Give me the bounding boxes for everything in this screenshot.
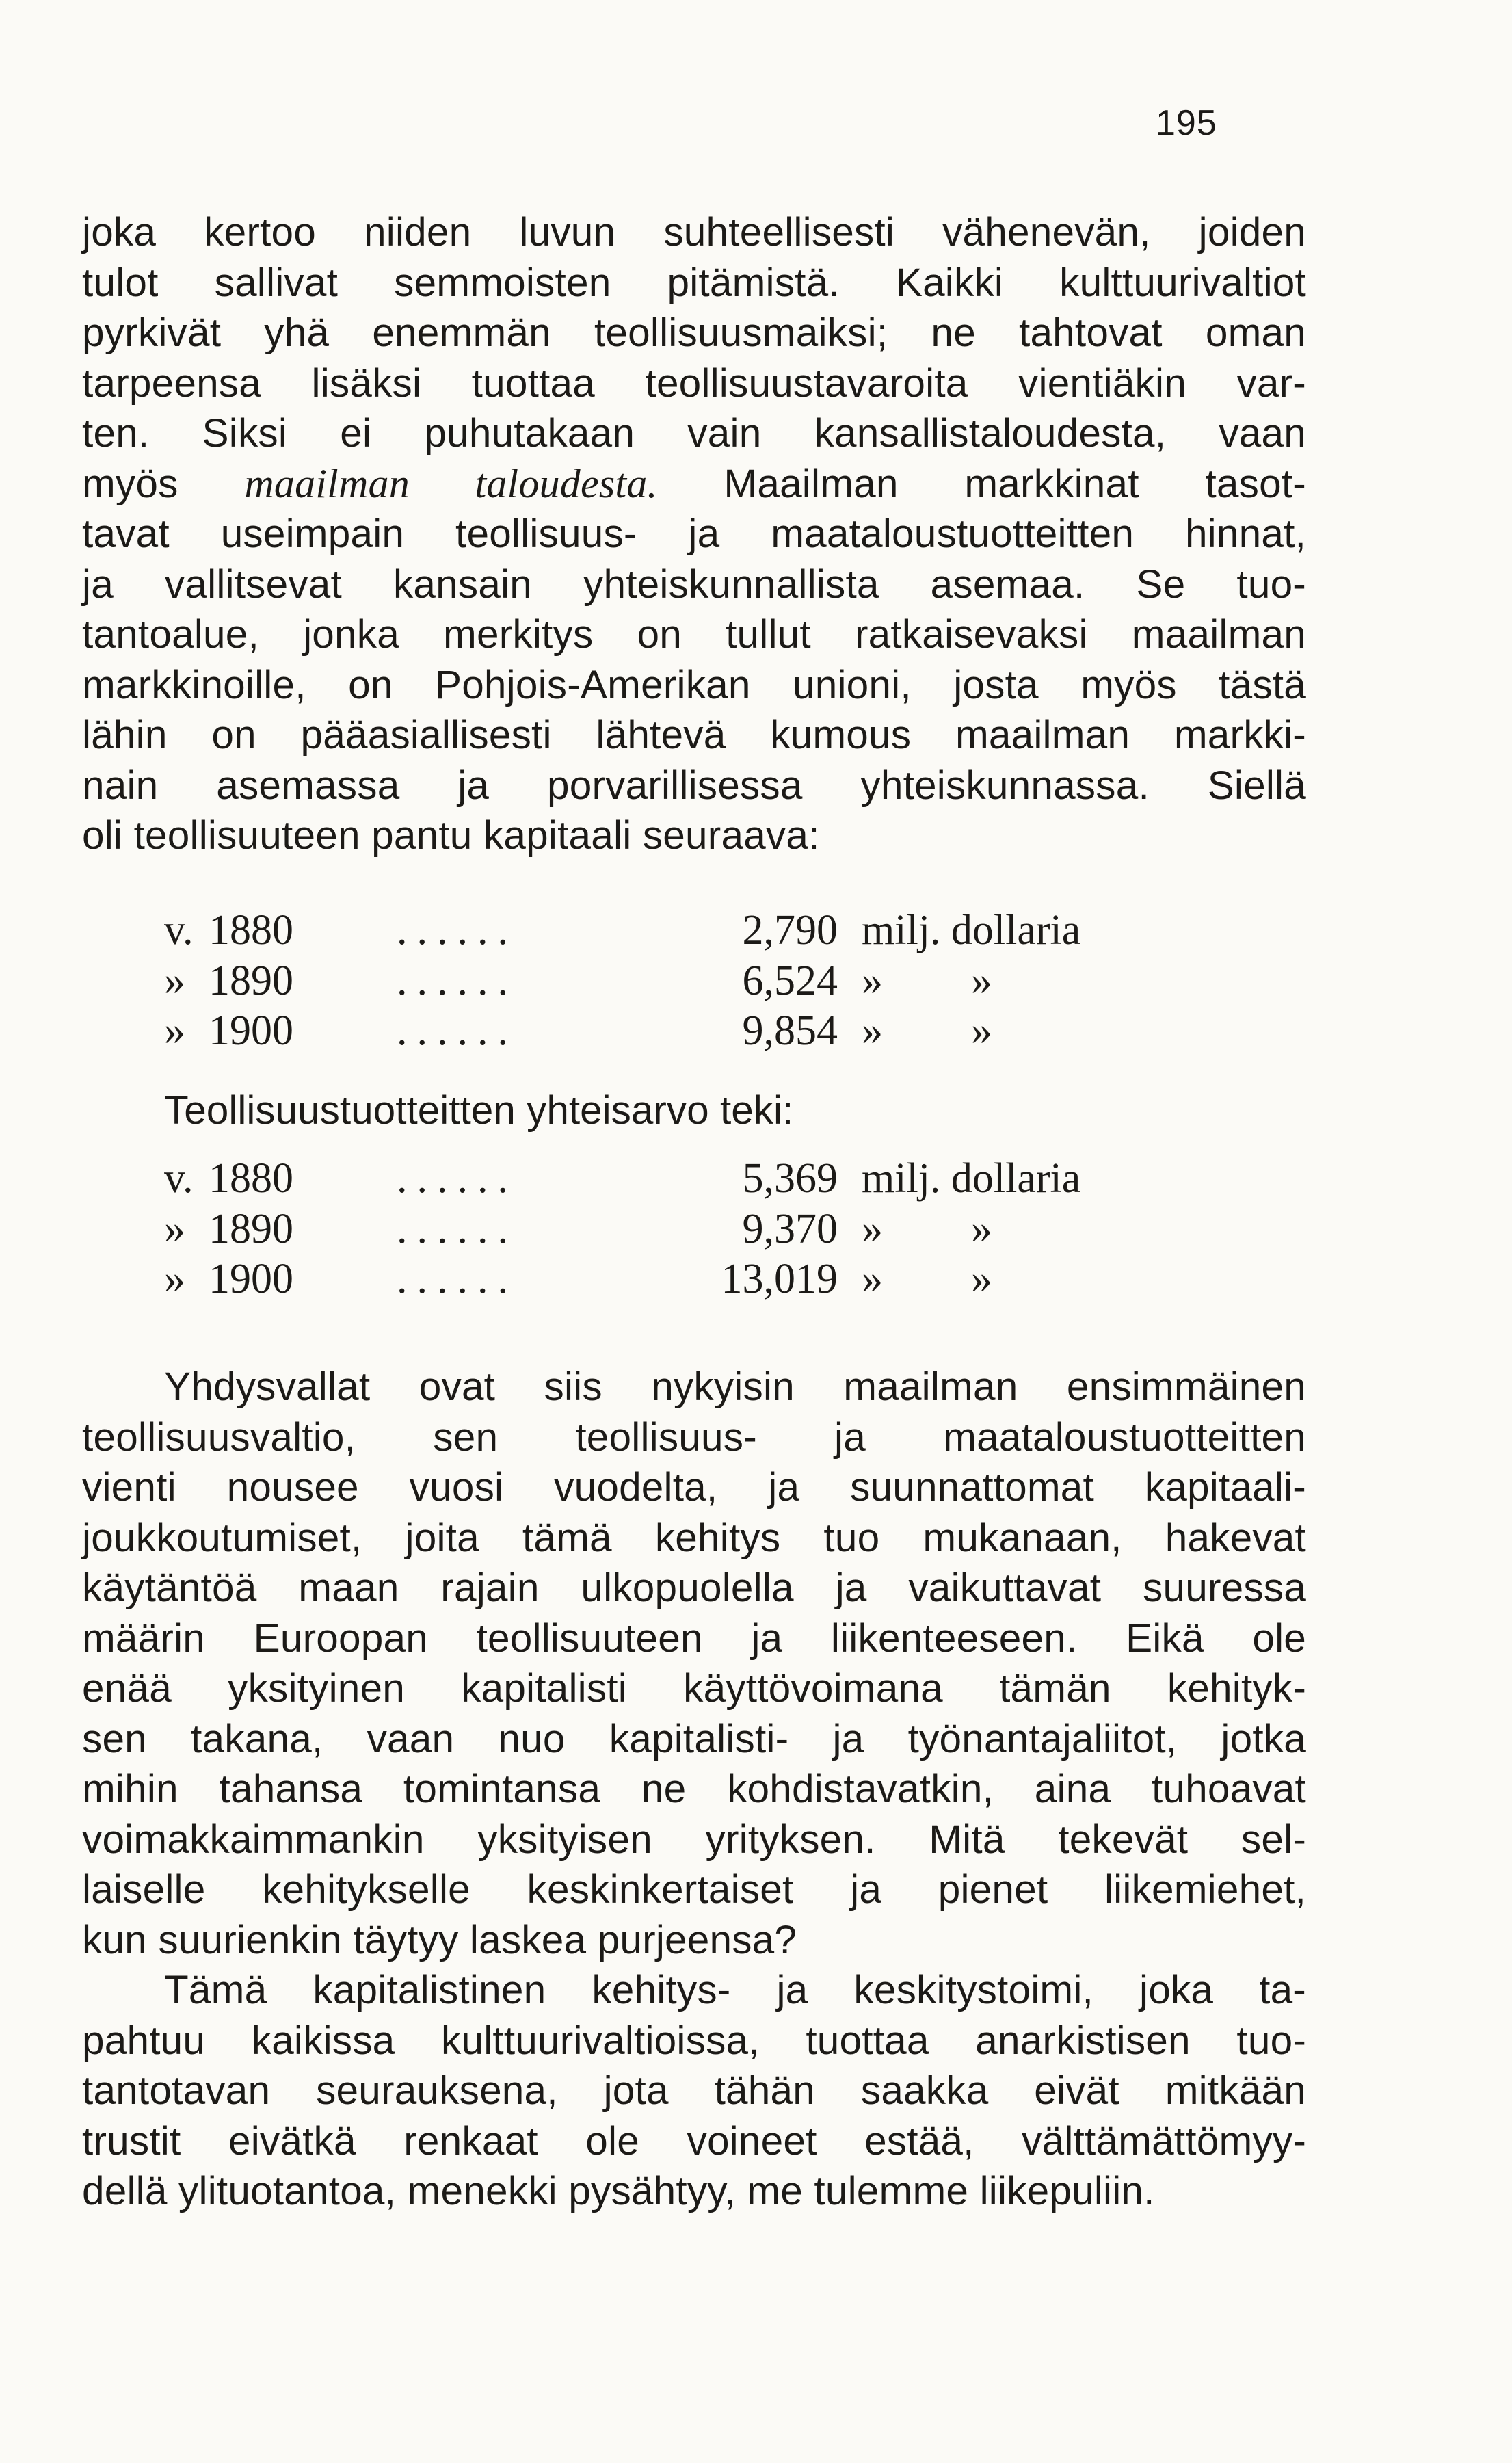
- paragraph-2: [82, 1362, 1306, 1965]
- row-prefix: v.: [164, 1155, 194, 1202]
- text-line: oli teollisuuteen pantu kapitaali seuraava:: [82, 813, 820, 858]
- text-line: ja vallitsevat kansain yhteiskunnallista asemaa. Se tuo-: [82, 562, 1306, 607]
- text-line: dellä ylituotantoa, menekki pysähtyy, me tulemme liikepuliin.: [82, 2169, 1155, 2213]
- emphasized-phrase: maailman taloudesta.: [244, 460, 658, 506]
- paragraph-3: [82, 1965, 1306, 2217]
- row-value: 5,369: [742, 1155, 838, 1202]
- text-line: voimakkaimmankin yksityisen yrityksen. Mitä tekevät sel-: [82, 1817, 1306, 1862]
- page-number: 195: [1156, 103, 1217, 143]
- row-prefix: »: [164, 1256, 185, 1302]
- row-value: 13,019: [721, 1256, 838, 1302]
- row-unit: »: [862, 1205, 883, 1252]
- row-unit: milj. dollaria: [862, 1155, 1081, 1202]
- row-year: 1900: [209, 1256, 293, 1302]
- row-prefix: »: [164, 1205, 185, 1252]
- text-line: lähin on pääasiallisesti lähtevä kumous maailman markki-: [82, 713, 1306, 757]
- text-line: mihin tahansa tomintansa ne kohdistavatkin, aina tuhoavat: [82, 1767, 1306, 1811]
- table-heading: Teollisuustuotteitten yhteisarvo teki:: [164, 1088, 794, 1133]
- row-year: 1900: [209, 1007, 293, 1054]
- text-line: nain asemassa ja porvarillisessa yhteiskunnassa. Siellä: [82, 763, 1306, 808]
- text-line: tulot sallivat semmoisten pitämistä. Kaikki kulttuurivaltiot: [82, 260, 1306, 305]
- row-leader-dots: ......: [397, 1256, 518, 1302]
- text-line-with-emphasis: [82, 459, 1306, 510]
- text-line: pyrkivät yhä enemmän teollisuusmaiksi; ne tahtovat oman: [82, 311, 1306, 355]
- row-prefix: »: [164, 1007, 185, 1054]
- text-line: tantoalue, jonka merkitys on tullut ratkaisevaksi maailman: [82, 612, 1306, 657]
- text-line: määrin Euroopan teollisuuteen ja liikenteeseen. Eikä ole: [82, 1616, 1306, 1661]
- text-line: teollisuusvaltio, sen teollisuus- ja maataloustuotteitten: [82, 1414, 1306, 1460]
- text-line: joukkoutumiset, joita tämä kehitys tuo mukanaan, hakevat: [82, 1515, 1306, 1560]
- row-unit-2: »: [971, 1256, 992, 1302]
- row-prefix: v.: [164, 907, 194, 953]
- row-unit-2: »: [971, 1205, 992, 1252]
- row-unit-2: »: [971, 957, 992, 1004]
- text-line: pahtuu kaikissa kulttuurivaltioissa, tuottaa anarkistisen tuo-: [82, 2018, 1306, 2063]
- row-value: 9,370: [742, 1205, 838, 1252]
- paragraph-1: [82, 207, 1306, 861]
- row-year: 1880: [209, 907, 293, 953]
- text-line: sen takana, vaan nuo kapitalisti- ja työnantajaliitot, jotka: [82, 1716, 1306, 1761]
- row-unit-2: »: [971, 1007, 992, 1054]
- row-leader-dots: ......: [397, 957, 518, 1004]
- row-unit: milj. dollaria: [862, 907, 1081, 953]
- text-line: kun suurienkin täytyy laskea purjeensa?: [82, 1917, 797, 1962]
- text-line: Tämä kapitalistinen kehitys- ja keskitystoimi, joka ta-: [164, 1968, 1306, 2012]
- text-line: käytäntöä maan rajain ulkopuolella ja vaikuttavat suuressa: [82, 1566, 1306, 1610]
- text-line: ten. Siksi ei puhutakaan vain kansallistaloudesta, vaan: [82, 411, 1306, 456]
- row-unit: »: [862, 1007, 883, 1054]
- row-leader-dots: ......: [397, 1205, 518, 1252]
- row-prefix: »: [164, 957, 185, 1004]
- row-value: 9,854: [742, 1007, 838, 1054]
- text-line: tarpeensa lisäksi tuottaa teollisuustavaroita vientiäkin var-: [82, 360, 1306, 406]
- text-line: Yhdysvallat ovat siis nykyisin maailman ensimmäinen: [164, 1365, 1306, 1409]
- row-unit: »: [862, 957, 883, 1004]
- row-year: 1890: [209, 957, 293, 1004]
- text-line: tantotavan seurauksena, jota tähän saakka eivät mitkään: [82, 2068, 1306, 2113]
- row-leader-dots: ......: [397, 1155, 518, 1202]
- row-year: 1880: [209, 1155, 293, 1202]
- row-value: 2,790: [742, 907, 838, 953]
- text-line: markkinoille, on Pohjois-Amerikan unioni, josta myös tästä: [82, 662, 1306, 707]
- text-line: laiselle kehitykselle keskinkertaiset ja pienet liikemiehet,: [82, 1867, 1306, 1912]
- text-line: joka kertoo niiden luvun suhteellisesti vähenevän, joiden: [82, 210, 1306, 254]
- text-line: enää yksityinen kapitalisti käyttövoimana tämän kehityk-: [82, 1666, 1306, 1711]
- row-year: 1890: [209, 1205, 293, 1252]
- row-unit: »: [862, 1256, 883, 1302]
- row-leader-dots: ......: [397, 1007, 518, 1054]
- text-line: tavat useimpain teollisuus- ja maataloustuotteitten hinnat,: [82, 512, 1306, 556]
- text-fragment: myös: [82, 461, 178, 506]
- text-fragment: Maailman markkinat tasot-: [724, 461, 1306, 506]
- text-line: trustit eivätkä renkaat ole voineet estää, välttämättömyy-: [82, 2118, 1306, 2163]
- row-value: 6,524: [742, 957, 838, 1004]
- text-line: vienti nousee vuosi vuodelta, ja suunnattomat kapitaali-: [82, 1465, 1306, 1510]
- row-leader-dots: ......: [397, 907, 518, 953]
